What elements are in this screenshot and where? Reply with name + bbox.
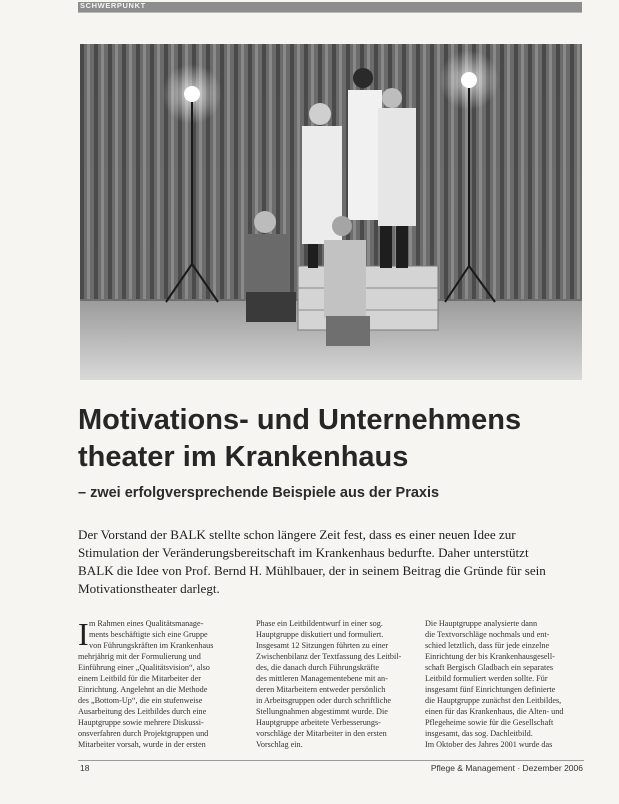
section-header-bar [78,2,582,12]
column-line: Im Oktober des Jahres 2001 wurde das [425,740,553,749]
page-number: 18 [80,763,90,773]
column-line: Einführung einer „Qualitätsvision“, also [78,663,210,672]
column-line: Die Hauptgruppe analysierte dann [425,619,538,628]
article-title-line-2: theater im Krankenhaus [78,441,409,473]
column-line: Insgesamt 12 Sitzungen führten zu einer [256,641,389,650]
column-line: m Rahmen eines Qualitätsmanage- [89,619,204,628]
column-line: Leitbild formuliert werden sollte. Für [425,674,548,683]
column-line: deren Mitarbeitern entweder persönlich [256,685,386,694]
header-rule [78,12,582,13]
column-line: schied letztlich, dass für jede einzelne [425,641,550,650]
column-line: schaft Bergisch Gladbach ein separates [425,663,554,672]
drop-cap: I [78,616,89,652]
column-line: Einrichtung der bis Krankenhausgesell- [425,652,555,661]
article-subtitle: – zwei erfolgversprechende Beispiele aus der Praxis [78,485,440,501]
column-line: Vorschlag ein. [256,740,303,749]
lead-line: Motivationstheater darlegt. [78,581,220,596]
column-line: vorschläge der Mitarbeiter in den ersten [256,729,387,738]
column-line: einen für das Krankenhaus, die Alten- und [425,707,564,716]
lead-line: Stimulation der Veränderungsbereitschaft im Krankenhaus bedurfte. Daher unterstützt [78,545,529,560]
column-line: mehrjährig mit der Formulierung und [78,652,201,661]
article-title-line-1: Motivations- und Unternehmens [78,404,522,436]
column-line: Einrichtung. Angelehnt an die Methode [78,685,208,694]
column-line: onsverfahren durch Projektgruppen und [78,729,209,738]
column-line: von Führungskräften im Krankenhaus [89,641,214,650]
column-line: Phase ein Leitbildentwurf in einer sog. [256,619,383,628]
column-line: des „Bottom-Up“, die ein stufenweise [78,696,203,705]
column-line: Hauptgruppe diskutiert und formuliert. [256,630,384,639]
journal-name: Pflege & Management · Dezember 2006 [430,763,583,773]
column-line: einem Leitbild für die Mitarbeiter der [78,674,201,683]
column-line: Ausarbeitung des Leitbildes durch eine [78,707,207,716]
footer-rule [78,760,584,761]
column-line: insgesamt, das sog. Dachleitbild. [425,729,533,738]
column-line: Zwischenbilanz der Textfassung des Leitbil- [256,652,402,661]
column-line: die Textvorschläge nochmals und ent- [425,630,550,639]
section-label: SCHWERPUNKT [80,1,146,10]
column-line: Hauptgruppe arbeitete Verbesserungs- [256,718,381,727]
column-line: die Hauptgruppe zunächst den Leitbildes, [425,696,562,705]
column-line: des, die danach durch Führungskräfte [256,663,380,672]
text-column-1 [78,618,237,750]
column-line: Hauptgruppe sowie mehrere Diskussi- [78,718,204,727]
column-line: in Arbeitsgruppen oder durch schriftliche [256,696,392,705]
column-line: insgesamt fünf Einrichtungen definierte [425,685,556,694]
column-line: des mittleren Managementebene mit an- [256,674,388,683]
lead-line: Der Vorstand der BALK stellte schon längere Zeit fest, dass es einer neuen Idee zur [78,527,516,542]
lead-line: BALK die Idee von Prof. Bernd H. Mühlbauer, der in seinem Beitrag die Gründe für sein [78,563,546,578]
column-line: ments beschäftigte sich eine Gruppe [89,630,208,639]
column-line: Mitarbeiter vorsah, wurde in der ersten [78,740,206,749]
text-column-2 [256,618,414,750]
column-line: Pflegeheime sowie für die Gesellschaft [425,718,554,727]
column-line: Stellungnahmen abgestimmt wurde. Die [256,707,388,716]
text-column-3 [425,618,583,750]
stage-photo [80,44,582,380]
